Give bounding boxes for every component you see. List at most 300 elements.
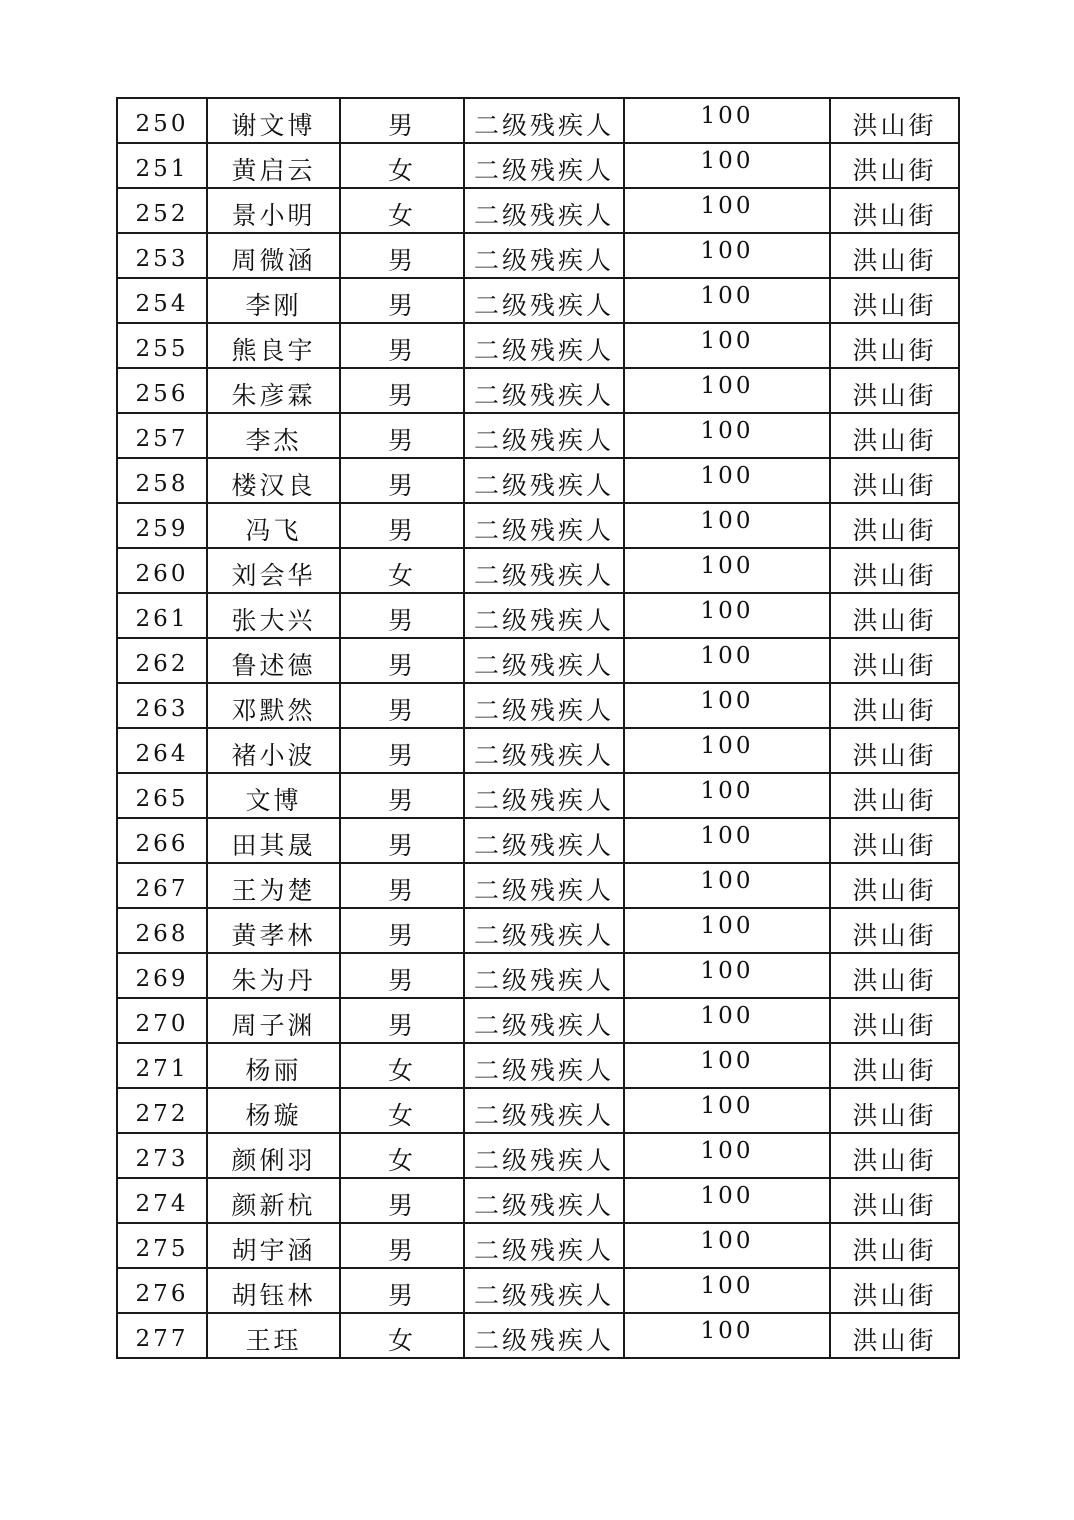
- disability-level-cell: [464, 953, 624, 998]
- table-row: [117, 1088, 959, 1133]
- name-cell: [207, 683, 340, 728]
- gender-cell: [340, 863, 464, 908]
- table-row: [117, 593, 959, 638]
- table-row: [117, 413, 959, 458]
- amount-cell: [624, 143, 830, 188]
- disability-level-cell-text: 二级残疾人: [473, 1190, 614, 1220]
- amount-cell: [624, 503, 830, 548]
- row-number-cell-text: 270: [135, 1010, 189, 1037]
- amount-cell-text: 100: [700, 1227, 754, 1254]
- street-cell: [830, 593, 959, 638]
- row-number-cell: [117, 1268, 207, 1313]
- row-number-cell: [117, 998, 207, 1043]
- amount-cell-text: 100: [700, 1092, 754, 1119]
- gender-cell-text: 女: [387, 1055, 416, 1085]
- table-row: [117, 188, 959, 233]
- name-cell: [207, 773, 340, 818]
- amount-cell-text: 100: [700, 552, 754, 579]
- street-cell: [830, 98, 959, 143]
- disability-level-cell-text: 二级残疾人: [473, 1235, 614, 1265]
- table-row: [117, 908, 959, 953]
- name-cell: [207, 368, 340, 413]
- name-cell: [207, 503, 340, 548]
- street-cell: [830, 773, 959, 818]
- street-cell: [830, 908, 959, 953]
- name-cell-text: 冯飞: [245, 515, 302, 545]
- table-row: [117, 728, 959, 773]
- disability-level-cell-text: 二级残疾人: [473, 290, 614, 320]
- street-cell-text: 洪山街: [852, 155, 937, 185]
- street-cell-text: 洪山街: [852, 200, 937, 230]
- row-number-cell: [117, 1088, 207, 1133]
- amount-cell-text: 100: [700, 147, 754, 174]
- row-number-cell: [117, 683, 207, 728]
- disability-level-cell: [464, 188, 624, 233]
- gender-cell: [340, 233, 464, 278]
- gender-cell: [340, 503, 464, 548]
- gender-cell: [340, 1268, 464, 1313]
- row-number-cell-text: 276: [135, 1280, 189, 1307]
- amount-cell-text: 100: [700, 597, 754, 624]
- amount-cell: [624, 278, 830, 323]
- disability-level-cell: [464, 1133, 624, 1178]
- disability-level-cell: [464, 1313, 624, 1358]
- disability-level-cell-text: 二级残疾人: [473, 920, 614, 950]
- disability-level-cell-text: 二级残疾人: [473, 875, 614, 905]
- amount-cell-text: 100: [700, 507, 754, 534]
- table-row: [117, 1043, 959, 1088]
- row-number-cell: [117, 458, 207, 503]
- disability-level-cell-text: 二级残疾人: [473, 740, 614, 770]
- name-cell-text: 文博: [245, 785, 302, 815]
- amount-cell: [624, 773, 830, 818]
- amount-cell-text: 100: [700, 102, 754, 129]
- name-cell: [207, 548, 340, 593]
- name-cell-text: 王为楚: [231, 875, 316, 905]
- amount-cell-text: 100: [700, 1002, 754, 1029]
- gender-cell: [340, 1088, 464, 1133]
- gender-cell-text: 女: [387, 1145, 416, 1175]
- gender-cell: [340, 683, 464, 728]
- amount-cell-text: 100: [700, 462, 754, 489]
- gender-cell: [340, 1223, 464, 1268]
- street-cell: [830, 683, 959, 728]
- name-cell-text: 邓默然: [231, 695, 316, 725]
- name-cell-text: 周子渊: [231, 1010, 316, 1040]
- amount-cell-text: 100: [700, 1137, 754, 1164]
- name-cell-text: 李刚: [245, 290, 302, 320]
- gender-cell-text: 男: [387, 380, 416, 410]
- amount-cell-text: 100: [700, 1047, 754, 1074]
- street-cell-text: 洪山街: [852, 695, 937, 725]
- disability-level-cell: [464, 503, 624, 548]
- disability-level-cell-text: 二级残疾人: [473, 155, 614, 185]
- street-cell-text: 洪山街: [852, 1325, 937, 1355]
- gender-cell-text: 男: [387, 875, 416, 905]
- amount-cell: [624, 998, 830, 1043]
- name-cell-text: 朱彦霖: [231, 380, 316, 410]
- row-number-cell-text: 255: [135, 335, 189, 362]
- name-cell: [207, 188, 340, 233]
- amount-cell-text: 100: [700, 1182, 754, 1209]
- disability-level-cell-text: 二级残疾人: [473, 515, 614, 545]
- street-cell: [830, 1043, 959, 1088]
- row-number-cell-text: 262: [135, 650, 189, 677]
- disability-level-cell-text: 二级残疾人: [473, 1100, 614, 1130]
- name-cell: [207, 458, 340, 503]
- amount-cell: [624, 1178, 830, 1223]
- name-cell: [207, 1043, 340, 1088]
- amount-cell-text: 100: [700, 732, 754, 759]
- street-cell: [830, 1313, 959, 1358]
- name-cell: [207, 1268, 340, 1313]
- amount-cell: [624, 1268, 830, 1313]
- disability-level-cell-text: 二级残疾人: [473, 965, 614, 995]
- row-number-cell-text: 263: [135, 695, 189, 722]
- disability-level-cell-text: 二级残疾人: [473, 695, 614, 725]
- name-cell-text: 颜新杭: [231, 1190, 316, 1220]
- row-number-cell: [117, 953, 207, 998]
- row-number-cell: [117, 503, 207, 548]
- name-cell-text: 颜俐羽: [231, 1145, 316, 1175]
- disability-level-cell: [464, 863, 624, 908]
- disability-level-cell-text: 二级残疾人: [473, 245, 614, 275]
- gender-cell-text: 男: [387, 245, 416, 275]
- street-cell: [830, 818, 959, 863]
- disability-level-cell: [464, 1043, 624, 1088]
- gender-cell: [340, 728, 464, 773]
- name-cell-text: 胡钰林: [231, 1280, 316, 1310]
- amount-cell-text: 100: [700, 822, 754, 849]
- gender-cell: [340, 1313, 464, 1358]
- gender-cell: [340, 593, 464, 638]
- name-cell-text: 刘会华: [231, 560, 316, 590]
- gender-cell-text: 男: [387, 1280, 416, 1310]
- gender-cell-text: 女: [387, 1100, 416, 1130]
- row-number-cell: [117, 413, 207, 458]
- name-cell-text: 楼汉良: [231, 470, 316, 500]
- disability-level-cell-text: 二级残疾人: [473, 560, 614, 590]
- disability-level-cell-text: 二级残疾人: [473, 1055, 614, 1085]
- gender-cell: [340, 908, 464, 953]
- row-number-cell-text: 277: [135, 1325, 189, 1352]
- row-number-cell-text: 258: [135, 470, 189, 497]
- disability-level-cell-text: 二级残疾人: [473, 1010, 614, 1040]
- amount-cell: [624, 1223, 830, 1268]
- row-number-cell-text: 266: [135, 830, 189, 857]
- row-number-cell-text: 269: [135, 965, 189, 992]
- name-cell: [207, 1223, 340, 1268]
- gender-cell: [340, 1178, 464, 1223]
- name-cell-text: 景小明: [231, 200, 316, 230]
- table-row: [117, 1268, 959, 1313]
- street-cell: [830, 863, 959, 908]
- street-cell-text: 洪山街: [852, 1190, 937, 1220]
- gender-cell-text: 男: [387, 1235, 416, 1265]
- street-cell-text: 洪山街: [852, 830, 937, 860]
- name-cell-text: 王珏: [245, 1325, 302, 1355]
- name-cell-text: 黄孝林: [231, 920, 316, 950]
- name-cell: [207, 863, 340, 908]
- name-cell-text: 黄启云: [231, 155, 316, 185]
- street-cell-text: 洪山街: [852, 1145, 937, 1175]
- row-number-cell: [117, 818, 207, 863]
- street-cell-text: 洪山街: [852, 1010, 937, 1040]
- street-cell-text: 洪山街: [852, 1235, 937, 1265]
- amount-cell-text: 100: [700, 192, 754, 219]
- gender-cell-text: 男: [387, 830, 416, 860]
- gender-cell: [340, 638, 464, 683]
- name-cell: [207, 413, 340, 458]
- name-cell: [207, 1178, 340, 1223]
- table-row: [117, 1133, 959, 1178]
- name-cell-text: 朱为丹: [231, 965, 316, 995]
- street-cell-text: 洪山街: [852, 380, 937, 410]
- gender-cell: [340, 1133, 464, 1178]
- name-cell-text: 褚小波: [231, 740, 316, 770]
- street-cell-text: 洪山街: [852, 785, 937, 815]
- street-cell: [830, 278, 959, 323]
- amount-cell: [624, 593, 830, 638]
- name-cell: [207, 1313, 340, 1358]
- row-number-cell-text: 267: [135, 875, 189, 902]
- name-cell: [207, 908, 340, 953]
- gender-cell: [340, 413, 464, 458]
- name-cell: [207, 1133, 340, 1178]
- disability-level-cell: [464, 323, 624, 368]
- gender-cell-text: 男: [387, 335, 416, 365]
- row-number-cell-text: 253: [135, 245, 189, 272]
- street-cell: [830, 1268, 959, 1313]
- row-number-cell: [117, 278, 207, 323]
- gender-cell-text: 男: [387, 695, 416, 725]
- gender-cell-text: 男: [387, 740, 416, 770]
- street-cell: [830, 188, 959, 233]
- row-number-cell-text: 271: [135, 1055, 189, 1082]
- disability-level-cell: [464, 458, 624, 503]
- row-number-cell-text: 265: [135, 785, 189, 812]
- table-row: [117, 233, 959, 278]
- disability-level-cell: [464, 773, 624, 818]
- name-cell: [207, 143, 340, 188]
- name-cell: [207, 323, 340, 368]
- name-cell: [207, 638, 340, 683]
- amount-cell: [624, 683, 830, 728]
- gender-cell: [340, 548, 464, 593]
- disability-level-cell: [464, 143, 624, 188]
- row-number-cell-text: 261: [135, 605, 189, 632]
- name-cell-text: 杨丽: [245, 1055, 302, 1085]
- disability-level-cell: [464, 818, 624, 863]
- table-row: [117, 503, 959, 548]
- name-cell-text: 李杰: [245, 425, 302, 455]
- amount-cell-text: 100: [700, 1317, 754, 1344]
- amount-cell-text: 100: [700, 957, 754, 984]
- amount-cell: [624, 1133, 830, 1178]
- row-number-cell: [117, 143, 207, 188]
- row-number-cell: [117, 1043, 207, 1088]
- gender-cell-text: 男: [387, 110, 416, 140]
- table-row: [117, 953, 959, 998]
- street-cell: [830, 1133, 959, 1178]
- gender-cell-text: 男: [387, 785, 416, 815]
- gender-cell: [340, 998, 464, 1043]
- row-number-cell-text: 257: [135, 425, 189, 452]
- row-number-cell-text: 254: [135, 290, 189, 317]
- street-cell-text: 洪山街: [852, 605, 937, 635]
- amount-cell: [624, 1043, 830, 1088]
- roster-table-body: [117, 98, 959, 1358]
- row-number-cell-text: 252: [135, 200, 189, 227]
- disability-level-cell-text: 二级残疾人: [473, 830, 614, 860]
- row-number-cell: [117, 323, 207, 368]
- street-cell-text: 洪山街: [852, 290, 937, 320]
- amount-cell: [624, 728, 830, 773]
- row-number-cell: [117, 368, 207, 413]
- table-row: [117, 1223, 959, 1268]
- row-number-cell-text: 251: [135, 155, 189, 182]
- disability-level-cell: [464, 548, 624, 593]
- table-row: [117, 1178, 959, 1223]
- table-row: [117, 98, 959, 143]
- street-cell: [830, 548, 959, 593]
- gender-cell-text: 男: [387, 965, 416, 995]
- gender-cell-text: 男: [387, 425, 416, 455]
- amount-cell: [624, 323, 830, 368]
- disability-level-cell: [464, 1088, 624, 1133]
- disability-level-cell: [464, 413, 624, 458]
- gender-cell: [340, 143, 464, 188]
- disability-level-cell-text: 二级残疾人: [473, 1280, 614, 1310]
- street-cell: [830, 953, 959, 998]
- street-cell: [830, 233, 959, 278]
- name-cell: [207, 278, 340, 323]
- row-number-cell-text: 272: [135, 1100, 189, 1127]
- amount-cell: [624, 1088, 830, 1133]
- name-cell: [207, 728, 340, 773]
- name-cell-text: 杨璇: [245, 1100, 302, 1130]
- gender-cell: [340, 818, 464, 863]
- amount-cell-text: 100: [700, 237, 754, 264]
- gender-cell: [340, 1043, 464, 1088]
- disability-level-cell-text: 二级残疾人: [473, 425, 614, 455]
- disability-level-cell-text: 二级残疾人: [473, 335, 614, 365]
- row-number-cell-text: 275: [135, 1235, 189, 1262]
- row-number-cell-text: 268: [135, 920, 189, 947]
- street-cell-text: 洪山街: [852, 335, 937, 365]
- name-cell-text: 周微涵: [231, 245, 316, 275]
- gender-cell-text: 男: [387, 605, 416, 635]
- street-cell: [830, 458, 959, 503]
- table-row: [117, 638, 959, 683]
- name-cell-text: 熊良宇: [231, 335, 316, 365]
- row-number-cell: [117, 233, 207, 278]
- name-cell-text: 田其晟: [231, 830, 316, 860]
- street-cell: [830, 368, 959, 413]
- table-row: [117, 458, 959, 503]
- amount-cell-text: 100: [700, 777, 754, 804]
- street-cell: [830, 1088, 959, 1133]
- table-row: [117, 368, 959, 413]
- row-number-cell: [117, 98, 207, 143]
- gender-cell-text: 男: [387, 290, 416, 320]
- street-cell: [830, 503, 959, 548]
- street-cell: [830, 998, 959, 1043]
- street-cell: [830, 413, 959, 458]
- name-cell-text: 鲁述德: [231, 650, 316, 680]
- gender-cell-text: 女: [387, 200, 416, 230]
- disability-level-cell: [464, 1223, 624, 1268]
- row-number-cell: [117, 773, 207, 818]
- disability-level-cell-text: 二级残疾人: [473, 110, 614, 140]
- street-cell-text: 洪山街: [852, 1100, 937, 1130]
- street-cell-text: 洪山街: [852, 920, 937, 950]
- street-cell: [830, 728, 959, 773]
- disability-level-cell: [464, 638, 624, 683]
- gender-cell-text: 女: [387, 155, 416, 185]
- gender-cell-text: 男: [387, 1010, 416, 1040]
- table-row: [117, 143, 959, 188]
- street-cell-text: 洪山街: [852, 650, 937, 680]
- row-number-cell-text: 250: [135, 110, 189, 137]
- row-number-cell: [117, 638, 207, 683]
- disability-level-cell: [464, 998, 624, 1043]
- disability-level-cell: [464, 368, 624, 413]
- amount-cell: [624, 1313, 830, 1358]
- gender-cell: [340, 953, 464, 998]
- row-number-cell: [117, 1178, 207, 1223]
- disability-level-cell: [464, 683, 624, 728]
- amount-cell-text: 100: [700, 642, 754, 669]
- street-cell-text: 洪山街: [852, 1280, 937, 1310]
- row-number-cell-text: 260: [135, 560, 189, 587]
- row-number-cell: [117, 1133, 207, 1178]
- roster-table: [116, 97, 960, 1359]
- disability-level-cell-text: 二级残疾人: [473, 470, 614, 500]
- gender-cell: [340, 368, 464, 413]
- row-number-cell: [117, 1223, 207, 1268]
- row-number-cell: [117, 908, 207, 953]
- row-number-cell-text: 259: [135, 515, 189, 542]
- disability-level-cell-text: 二级残疾人: [473, 785, 614, 815]
- table-row: [117, 773, 959, 818]
- gender-cell: [340, 98, 464, 143]
- street-cell-text: 洪山街: [852, 875, 937, 905]
- street-cell-text: 洪山街: [852, 740, 937, 770]
- disability-level-cell: [464, 1268, 624, 1313]
- disability-level-cell: [464, 278, 624, 323]
- name-cell: [207, 998, 340, 1043]
- gender-cell-text: 女: [387, 1325, 416, 1355]
- name-cell: [207, 1088, 340, 1133]
- street-cell: [830, 638, 959, 683]
- name-cell-text: 谢文博: [231, 110, 316, 140]
- street-cell-text: 洪山街: [852, 1055, 937, 1085]
- table-row: [117, 548, 959, 593]
- gender-cell: [340, 458, 464, 503]
- street-cell-text: 洪山街: [852, 425, 937, 455]
- disability-level-cell-text: 二级残疾人: [473, 1145, 614, 1175]
- table-row: [117, 323, 959, 368]
- disability-level-cell-text: 二级残疾人: [473, 650, 614, 680]
- name-cell: [207, 233, 340, 278]
- row-number-cell-text: 273: [135, 1145, 189, 1172]
- amount-cell: [624, 953, 830, 998]
- gender-cell-text: 男: [387, 1190, 416, 1220]
- amount-cell-text: 100: [700, 417, 754, 444]
- amount-cell-text: 100: [700, 282, 754, 309]
- amount-cell-text: 100: [700, 327, 754, 354]
